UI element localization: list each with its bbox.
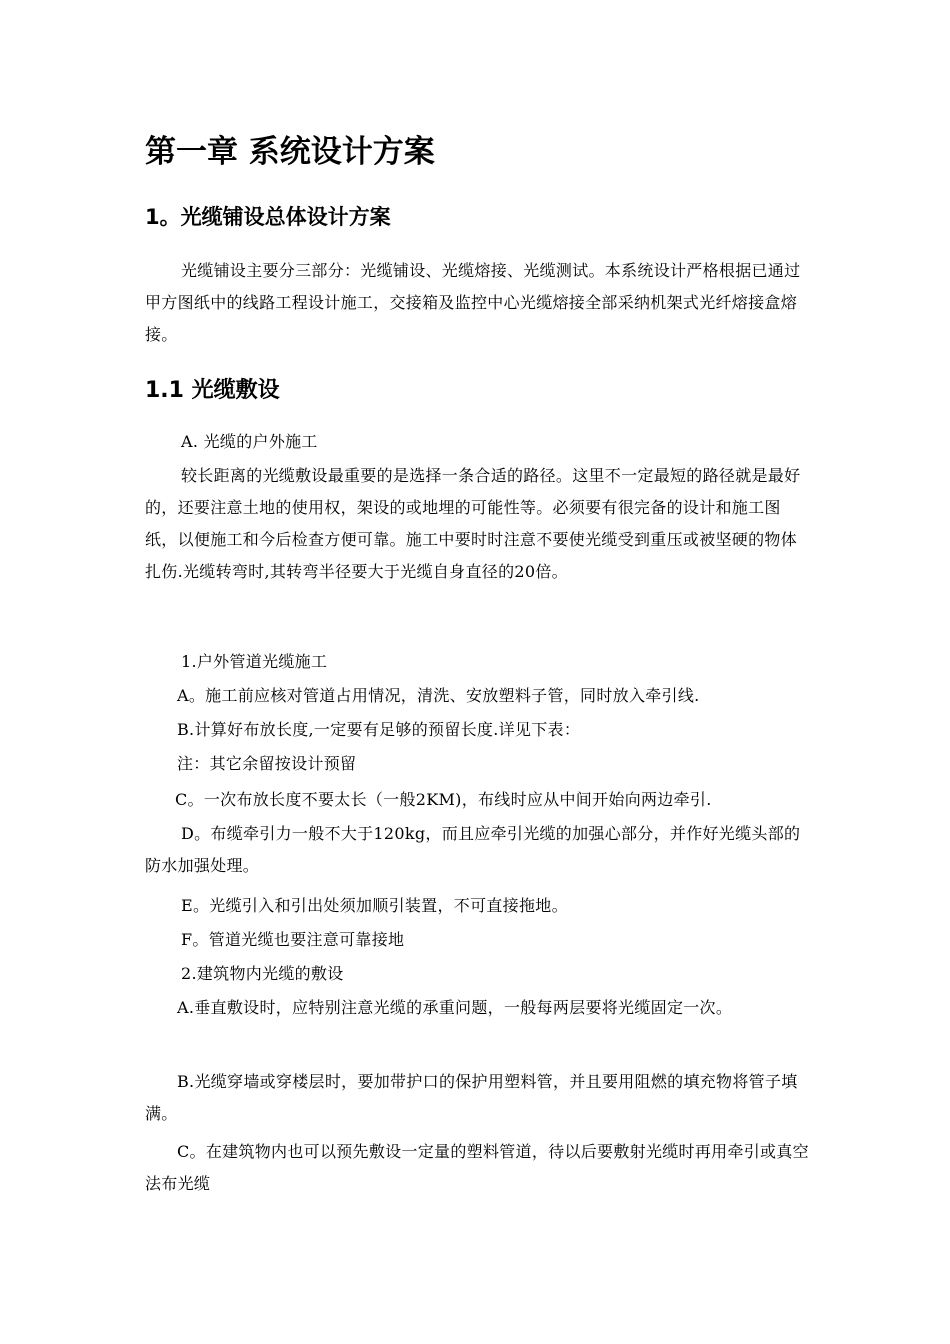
note-text: 注：其它余留按设计预留 [177,754,357,773]
list-item: E。光缆引入和引出处须加顺引装置，不可直接拖地。 [181,896,568,915]
subsection-heading: 1.1 光缆敷设 [145,378,280,403]
list-item: B.计算好布放长度,一定要有足够的预留长度.详见下表： [177,720,581,739]
list-item: A。施工前应核对管道占用情况，清洗、安放塑料子管，同时放入牵引线. [177,686,700,705]
list-item: D。布缆牵引力一般不大于120kg，而且应牵引光缆的加强心部分，并作好光缆头部的防水加强处理。 [145,824,801,875]
outdoor-construction-heading: A. 光缆的户外施工 [181,432,318,451]
list-item: 2.建筑物内光缆的敷设 [181,964,344,983]
list-item: C。一次布放长度不要太长（一般2KM)，布线时应从中间开始向两边牵引. [175,790,712,809]
intro-paragraph: 光缆铺设主要分三部分：光缆铺设、光缆熔接、光缆测试。本系统设计严格根据已通过甲方图纸中的线路工程设计施工，交接箱及监控中心光缆熔接全部采纳机架式光纤熔接盒熔接。 [145,261,801,344]
list-item: 1.户外管道光缆施工 [181,652,328,671]
chapter-title: 第一章 系统设计方案 [145,134,435,170]
section-heading: 1。光缆铺设总体设计方案 [145,205,391,229]
list-item: F。管道光缆也要注意可靠接地 [181,930,405,949]
list-item: A.垂直敷设时，应特别注意光缆的承重问题，一般每两层要将光缆固定一次。 [177,998,733,1017]
list-item: C。在建筑物内也可以预先敷设一定量的塑料管道，待以后要敷射光缆时再用牵引或真空法布光缆 [145,1142,809,1193]
long-distance-paragraph: 较长距离的光缆敷设最重要的是选择一条合适的路径。这里不一定最短的路径就是最好的，还要注意土地的使用权，架设的或地埋的可能性等。必须要有很完备的设计和施工图纸，以便施工和今后检查方便可靠。施工中要时时注意不要使光缆受到重压或被坚硬的物体扎伤.光缆转弯时,其转弯半径要大于光缆自身直径的20倍。 [145,466,801,581]
list-item: B.光缆穿墙或穿楼层时，要加带护口的保护用塑料管，并且要用阻燃的填充物将管子填满。 [145,1072,798,1123]
